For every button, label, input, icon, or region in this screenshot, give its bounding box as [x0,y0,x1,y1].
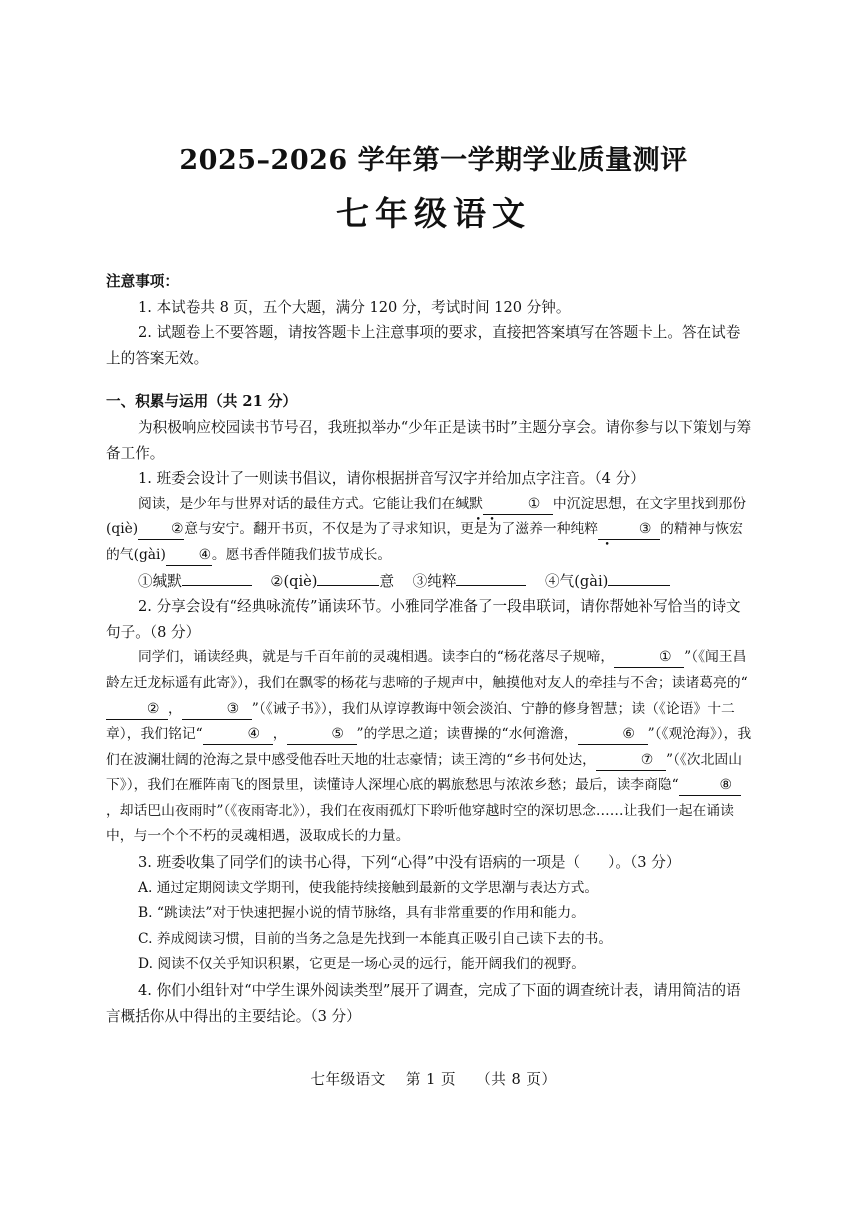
question-4-stem: 4. 你们小组针对“中学生课外阅读类型”展开了调查，完成了下面的调查统计表，请用简洁的语言概括你从中得出的主要结论。（3 分） [106,982,741,1025]
q2-passage-text: ，却话巴山夜雨时”（《夜雨寄北》），我们在夜雨孤灯下聆听他穿越时空的深切思念……让我们一起在诵读中，与一个个不朽的灵魂相遇，汲取成长的力量。 [106,802,734,845]
answer-blank-3 [456,585,526,586]
section-1-heading: 一、积累与运用（共 21 分） [106,393,298,411]
answer-label-4: ④气(gài) [545,572,609,590]
exam-subject-title: 七年级语文 [336,194,531,233]
q2-passage-text: ， [168,700,182,717]
q1-passage-text: 阅读，是少年与世界对话的最佳方式。它能让我们在 [138,495,456,512]
answer-label-1: ①缄默 [138,572,182,590]
q2-passage-text: ， [272,726,287,743]
notice-item-1: 1. 本试卷共 8 页，五个大题，满分 120 分，考试时间 120 分钟。 [138,298,571,316]
exam-title: 2025–2026 学年第一学期学业质量测评 [179,145,688,176]
q2-passage-text: 同学们，诵读经典，就是与千百年前的灵魂相遇。读李白的“杨花落尽子规啼， [138,649,615,666]
question-2-stem: 2. 分享会设有“经典咏流传”诵读环节。小雅同学准备了一段串联词，请你帮她补写恰当的诗文句子。（8 分） [106,598,741,641]
answer-label-3: ③纯粹 [412,572,457,590]
question-1-passage [106,492,752,569]
dotted-char: 默 [469,495,483,512]
option-d: D. 阅读不仅关乎知识积累，它更是一场心灵的远行，能开阔我们的视野。 [138,956,586,973]
q2-passage-text: ”（《诫子书》），我们从谆谆教诲中领会淡泊、宁静的修身智慧；读（《论语》十二章），我们铭记“ [106,700,735,743]
q1-passage-text: 中沉淀思想，在文字里找到那份(qiè) [106,495,747,538]
blank-3: ③ [182,699,252,720]
question-2-passage [106,645,752,850]
answer-blank-4 [608,585,670,586]
footer-page-number: 第 1 页 [405,1071,457,1088]
answer-label-2: ②(qiè) [270,572,318,590]
notice-heading: 注意事项： [106,273,179,290]
blank-6: ⑥ [578,724,648,745]
q2-passage-text: ”（《次北固山下》），我们在雁阵南飞的图景里，读懂诗人深埋心底的羁旅愁思与浓浓乡愁；最后，读李商隐“ [106,751,742,794]
dotted-char: 粹 [584,521,599,538]
answer-blank-1 [182,585,252,586]
option-b: B. “跳读法”对于快速把握小说的情节脉络，具有非常重要的作用和能力。 [138,905,585,922]
footer-subject: 七年级语文 [310,1071,386,1088]
blank-4: ④ [203,724,273,745]
q2-passage-text: ”（《闻王昌龄左迁龙标遥有此寄》），我们在飘零的杨花与悲啼的子规声中，触摸他对友人的牵挂与不舍；读诸葛亮的“ [106,649,748,691]
notice-item-2: 2. 试题卷上不要答题，请按答题卡上注意事项的要求，直接把答案填写在答题卡上。答在试卷上的答案无效。 [106,324,741,367]
q3-stem-text: ）。（3 分） [608,854,681,872]
blank-2: ② [106,699,168,720]
q1-passage-text: 意与安宁。翻开书页，不仅是为了寻求知识，更是为了滋养一种纯 [184,521,585,538]
answer-label-2-suffix: 意 [379,572,395,590]
option-a: A. 通过定期阅读文学期刊，使我能持续接触到最新的文学思潮与表达方式。 [138,879,599,896]
blank-8: ⑧ [679,775,741,796]
question-1-answer-line [106,569,752,595]
page-footer [0,1068,867,1089]
blank-1: ① [614,647,684,668]
blank-7: ⑦ [596,750,666,771]
blank-2: ② [138,519,184,540]
q1-passage-text: 。愿书香伴随我们拔节成长。 [211,546,392,563]
exam-body [106,269,752,1029]
question-1-stem: 1. 班委会设计了一则读书倡议，请你根据拼音写汉字并给加点字注音。（4 分） [138,470,645,488]
q3-stem-text: 3. 班委收集了同学们的读书心得，下列“心得”中没有语病的一项是（ [138,854,581,872]
blank-1: ① [483,494,553,515]
blank-4: ④ [166,545,212,566]
section-1-intro: 为积极响应校园读书节号召，我班拟举办“少年正是读书时”主题分享会。请你参与以下策划与筹备工作。 [106,418,752,462]
blank-3: ③ [598,519,660,540]
q2-passage-text: ”（《观沧海》），我们在波澜壮阔的沧海之景中感受他吞吐天地的壮志豪情；读王湾的“乡书何处达， [106,726,752,768]
option-c: C. 养成阅读习惯，目前的当务之急是先找到一本能真正吸引自己读下去的书。 [138,930,613,947]
blank-5: ⑤ [287,724,357,745]
footer-total-pages: （共 8 页） [476,1071,557,1088]
dotted-char: 缄 [455,495,470,512]
q1-passage-text: 的精神与恢宏的气(gài) [106,521,743,563]
question-3-stem [106,850,752,876]
answer-blank-2 [317,585,379,586]
q2-passage-text: ”的学思之道；读曹操的“水何澹澹， [356,726,578,743]
